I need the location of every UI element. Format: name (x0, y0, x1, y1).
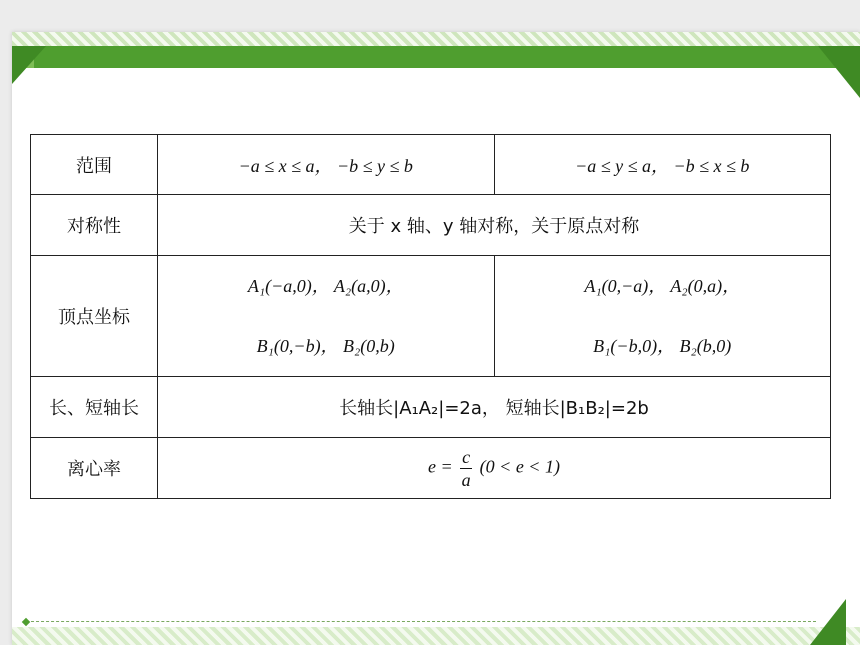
range-cell-vertical: −a ≤ y ≤ a， −b ≤ x ≤ b (494, 135, 831, 195)
vertices-cell-vertical (494, 256, 831, 377)
row-header: 离心率 (31, 438, 158, 499)
bottom-diamond-marker (22, 618, 30, 626)
top-decor-bar (34, 46, 840, 68)
top-left-fold (12, 46, 46, 84)
bottom-dashed-line (26, 621, 816, 622)
vertices-cell-horizontal (158, 256, 495, 377)
vertices-b-line: B₁(−b,0)， B₂(b,0) (593, 336, 732, 356)
fraction-denominator: a (461, 469, 471, 490)
top-decor-stripe (12, 32, 860, 46)
table-row (31, 377, 831, 438)
table-row (31, 195, 831, 256)
axis-length-cell: 长轴长|A₁A₂|=2a， 短轴长|B₁B₂|=2b (158, 377, 831, 438)
vertices-b-line: B₁(0,−b)， B₂(0,b) (256, 336, 395, 356)
top-right-decor (818, 46, 860, 98)
eccentricity-lhs: e = (428, 456, 453, 477)
ellipse-properties-table (30, 134, 831, 499)
vertices-a-line: A₁(−a,0)， A₂(a,0)， (247, 276, 404, 296)
fraction-numerator: c (462, 446, 471, 467)
row-header: 顶点坐标 (31, 256, 158, 377)
table-row (31, 256, 831, 377)
eccentricity-condition: (0 < e < 1) (479, 456, 560, 477)
vertices-a-line: A₁(0,−a)， A₂(0,a)， (584, 276, 741, 296)
table-row (31, 135, 831, 195)
table-row (31, 438, 831, 499)
slide (12, 32, 860, 645)
bottom-decor-stripe (12, 627, 860, 645)
range-cell-horizontal: −a ≤ x ≤ a， −b ≤ y ≤ b (158, 135, 495, 195)
eccentricity-cell (158, 438, 831, 499)
symmetry-cell: 关于 x 轴、y 轴对称，关于原点对称 (158, 195, 831, 256)
row-header: 对称性 (31, 195, 158, 256)
bottom-right-decor (810, 599, 846, 645)
row-header: 范围 (31, 135, 158, 195)
row-header: 长、短轴长 (31, 377, 158, 438)
eccentricity-fraction (460, 448, 472, 489)
